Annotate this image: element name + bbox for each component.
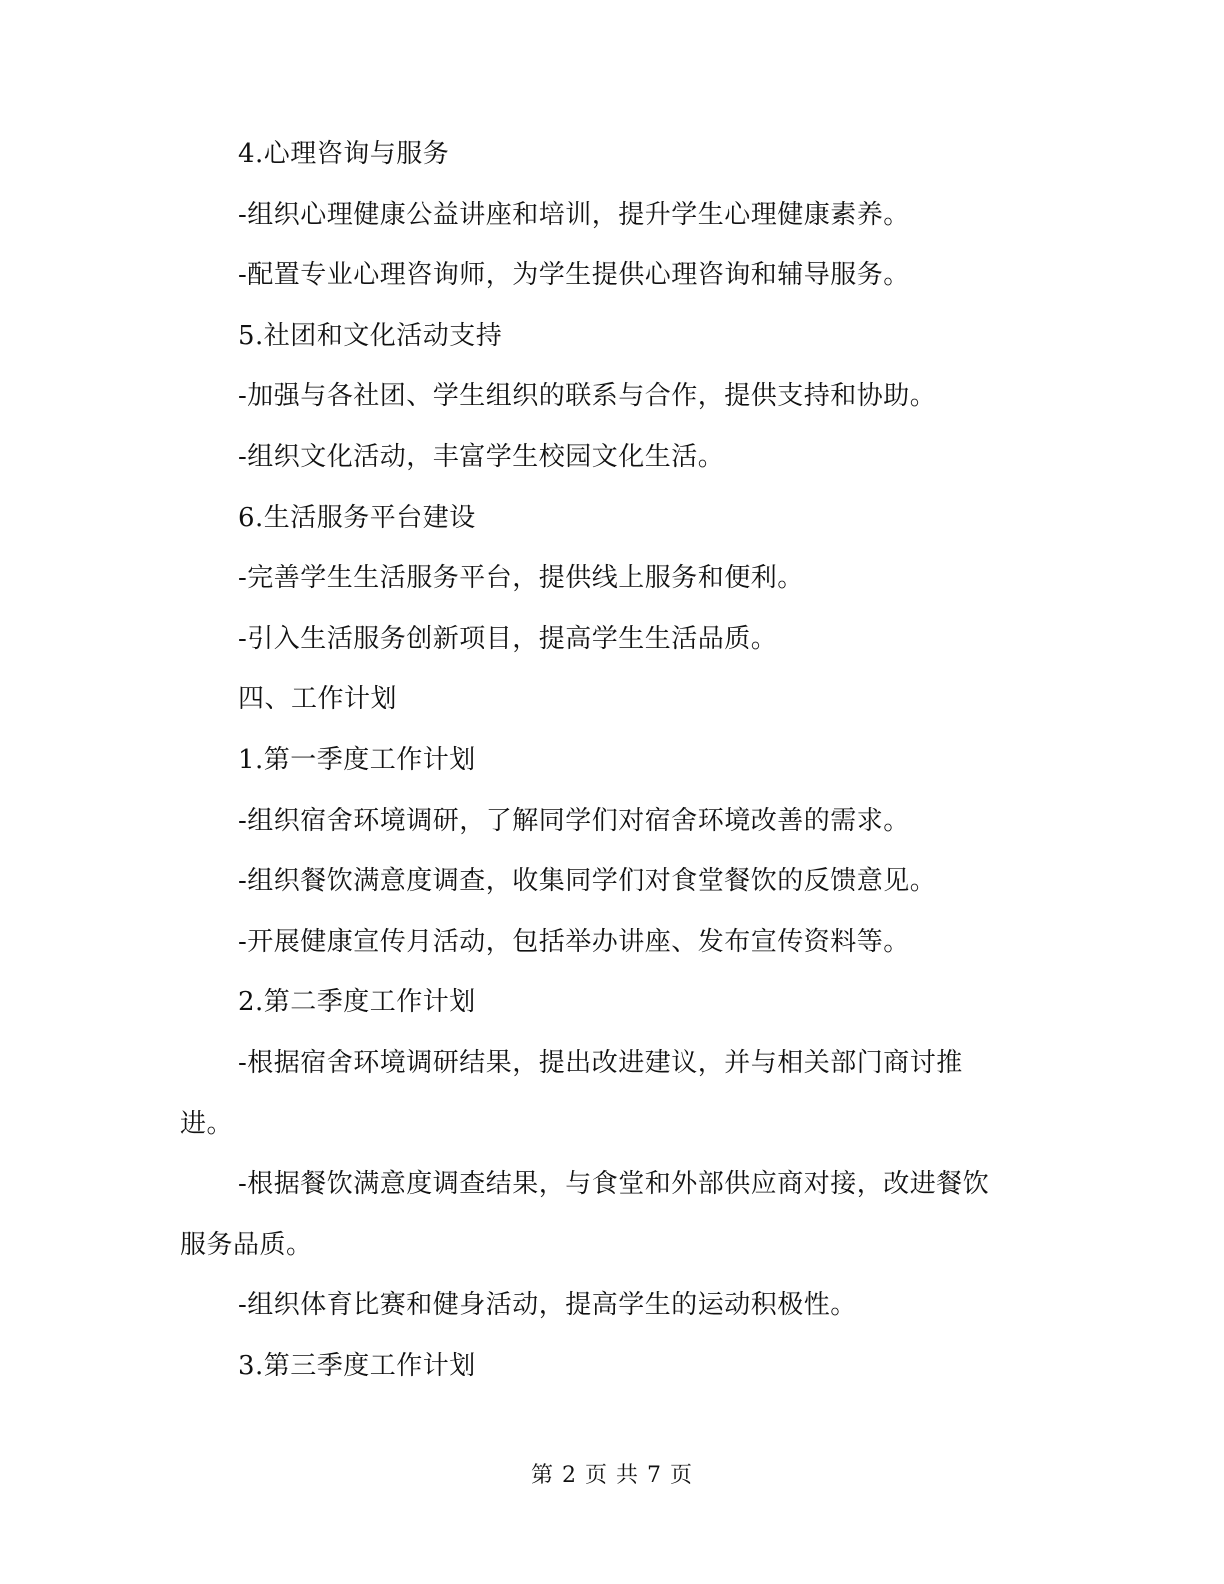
paragraph-line: 4.心理咨询与服务 xyxy=(238,139,450,169)
paragraph-line: 5.社团和文化活动支持 xyxy=(238,320,503,351)
paragraph-line: -加强与各社团、学生组织的联系与合作，提供支持和协助。 xyxy=(238,381,937,412)
paragraph-line-continuation: 服务品质。 xyxy=(180,1229,313,1260)
paragraph-line: -引入生活服务创新项目，提高学生生活品质。 xyxy=(238,623,778,654)
page-number-footer: 第 2 页 共 7 页 xyxy=(531,1463,693,1488)
paragraph-line: 2.第二季度工作计划 xyxy=(238,987,476,1018)
paragraph-line: 6.生活服务平台建设 xyxy=(238,502,476,533)
paragraph-line: 1.第一季度工作计划 xyxy=(238,744,476,775)
paragraph-line: -组织心理健康公益讲座和培训，提升学生心理健康素养。 xyxy=(238,199,910,230)
paragraph-line: -开展健康宣传月活动，包括举办讲座、发布宣传资料等。 xyxy=(238,926,910,957)
paragraph-line: -组织餐饮满意度调查，收集同学们对食堂餐饮的反馈意见。 xyxy=(238,866,937,897)
paragraph-line: 3.第三季度工作计划 xyxy=(238,1350,476,1381)
paragraph-line: -组织文化活动，丰富学生校园文化生活。 xyxy=(238,441,725,472)
paragraph-line: -完善学生生活服务平台，提供线上服务和便利。 xyxy=(238,563,804,594)
paragraph-line: -根据餐饮满意度调查结果，与食堂和外部供应商对接，改进餐饮 xyxy=(238,1169,990,1200)
section-heading: 四、工作计划 xyxy=(238,684,398,715)
document-body xyxy=(180,124,1040,1396)
paragraph-line: -组织体育比赛和健身活动，提高学生的运动积极性。 xyxy=(238,1290,857,1321)
paragraph-line: -根据宿舍环境调研结果，提出改进建议，并与相关部门商讨推 xyxy=(238,1047,963,1078)
paragraph-line: -配置专业心理咨询师，为学生提供心理咨询和辅导服务。 xyxy=(238,260,910,291)
paragraph-line: -组织宿舍环境调研，了解同学们对宿舍环境改善的需求。 xyxy=(238,805,910,836)
paragraph-line-continuation: 进。 xyxy=(180,1108,234,1139)
